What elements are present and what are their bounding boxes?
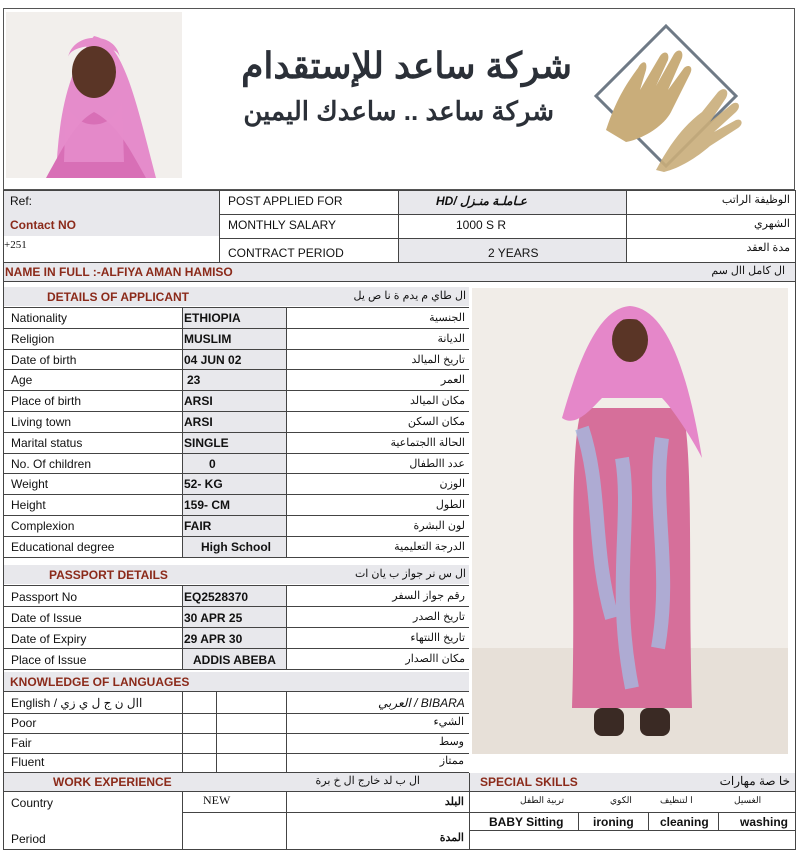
- applicant-row: [3, 369, 469, 390]
- skills-section-title-arabic: خا صة مهارات: [719, 774, 790, 788]
- arabic-language-label: العربي / BIBARA: [378, 696, 465, 710]
- applicant-row-arabic: الوزن: [439, 478, 465, 491]
- applicant-row-value: 04 JUN 02: [184, 352, 242, 367]
- company-name-arabic: شركة ساعد للإستقدام: [241, 45, 572, 86]
- applicant-row-value: FAIR: [184, 519, 212, 533]
- applicant-full-body-photo: [472, 288, 788, 754]
- applicant-row-arabic: العمر: [440, 374, 465, 387]
- applicant-row-label: Educational degree: [11, 539, 115, 554]
- applicant-row-label: No. Of children: [11, 456, 92, 471]
- applicant-row: [3, 307, 469, 328]
- level-fluent-arabic: ممتاز: [439, 755, 464, 767]
- salary-arabic-label: الشهري: [754, 218, 790, 230]
- contract-value: 2 YEARS: [488, 246, 539, 260]
- passport-section-title-arabic: ال س نر جواز ب يان ات: [354, 568, 466, 580]
- applicant-section-title: DETAILS OF APPLICANT: [47, 290, 189, 304]
- applicant-row-label: Weight: [11, 477, 49, 492]
- applicant-row-label: Age: [11, 373, 33, 388]
- full-name-arabic-label: ال كامل اال سم: [711, 265, 785, 277]
- skills-section-title: SPECIAL SKILLS: [480, 775, 578, 789]
- ref-cell-bg: [3, 190, 219, 214]
- skill-baby-sitting-arabic: تربية الطفل: [520, 795, 565, 805]
- level-fair-label: Fair: [11, 736, 32, 750]
- applicant-row-value: ETHIOPIA: [184, 311, 241, 325]
- applicant-row: [3, 473, 469, 494]
- applicant-row-label: Height: [11, 498, 46, 513]
- period-label: Period: [11, 832, 46, 846]
- applicant-row: [3, 536, 469, 557]
- applicant-section-title-arabic: ال طاي م يدم ة نا ص يل: [353, 290, 466, 302]
- applicant-row-value: 23: [187, 373, 201, 388]
- post-label: POST APPLIED FOR: [228, 194, 343, 208]
- post-value: HD/ عـاملـة منـزل: [436, 194, 527, 208]
- applicant-row-arabic: مكان الميالد: [409, 395, 465, 408]
- applicant-row: [3, 328, 469, 349]
- skill-ironing-arabic: الكوي: [610, 795, 632, 805]
- applicant-row: [3, 411, 469, 432]
- applicant-row-value: MUSLIM: [184, 331, 232, 346]
- applicant-row-arabic: الحالة االجتماعية: [390, 436, 465, 449]
- applicant-row-value: 0: [209, 456, 216, 471]
- applicant-portrait-photo: [6, 12, 182, 178]
- passport-section-title: PASSPORT DETAILS: [49, 568, 168, 582]
- passport-details-table: [3, 585, 469, 669]
- applicant-row-arabic: تاريخ الميالد: [411, 353, 465, 366]
- applicant-row-arabic: لون البشرة: [413, 520, 465, 532]
- applicant-row-value: ARSI: [184, 415, 213, 429]
- passport-row: [3, 648, 469, 669]
- applicant-row-arabic: الطول: [435, 499, 465, 512]
- salary-value: 1000 S R: [456, 218, 507, 232]
- applicant-row-value: SINGLE: [184, 435, 229, 450]
- phone-value: +251: [4, 239, 27, 251]
- contract-arabic-label: مدة العقد: [746, 242, 790, 254]
- skill-cleaning: cleaning: [660, 815, 709, 829]
- passport-row-value: ADDIS ABEBA: [193, 653, 276, 667]
- applicant-row-arabic: الدرجة التعليمية: [394, 540, 465, 553]
- passport-row-label: Passport No: [11, 590, 78, 604]
- passport-row-arabic: تاريخ الصدر: [413, 611, 465, 623]
- passport-row-value: 29 APR 30: [184, 632, 243, 646]
- passport-row: [3, 606, 469, 627]
- applicant-row-value-bg: [182, 454, 286, 475]
- level-fair-arabic: وسط: [439, 736, 464, 748]
- contact-label: Contact NO: [10, 218, 76, 232]
- experience-section-title: WORK EXPERIENCE: [53, 775, 172, 789]
- country-label: Country: [11, 796, 54, 810]
- skill-ironing: ironing: [593, 815, 634, 829]
- passport-row: [3, 627, 469, 648]
- applicant-row-label: Marital status: [11, 435, 83, 450]
- full-name: NAME IN FULL :-ALFIYA AMAN HAMISO: [5, 265, 233, 279]
- applicant-row: [3, 432, 469, 453]
- applicant-row-value: ARSI: [184, 394, 213, 409]
- skill-washing-arabic: الغسيل: [734, 795, 762, 805]
- languages-section-title: KNOWLEDGE OF LANGUAGES: [10, 675, 190, 689]
- skill-cleaning-arabic: ا لتنظيف: [660, 795, 693, 805]
- passport-row-value: 30 APR 25: [184, 611, 243, 625]
- applicant-row-arabic: مكان السكن: [407, 416, 465, 428]
- company-logo: [586, 20, 746, 180]
- level-poor-arabic: الشيء: [433, 716, 464, 728]
- applicant-row: [3, 494, 469, 515]
- passport-row-label: Date of Expiry: [11, 632, 87, 646]
- passport-row-value: EQ2528370: [184, 590, 249, 604]
- applicant-row-label: Nationality: [11, 311, 68, 325]
- period-arabic-label: المدة: [439, 832, 464, 844]
- applicant-row-label: Complexion: [11, 519, 75, 533]
- experience-section-title-arabic: ال ب لد خارج ال خ برة: [315, 775, 420, 787]
- passport-row: [3, 585, 469, 606]
- applicant-row-label: Living town: [11, 415, 72, 429]
- salary-label: MONTHLY SALARY: [228, 218, 337, 232]
- passport-row-arabic: رقم جواز السفر: [392, 590, 465, 602]
- applicant-row-label: Date of birth: [11, 352, 77, 367]
- passport-row-arabic: تاريخ االنتهاء: [410, 632, 465, 644]
- applicant-row-label: Religion: [11, 331, 55, 346]
- skill-washing: washing: [740, 815, 789, 829]
- applicant-row-value: High School: [201, 539, 271, 554]
- contract-label: CONTRACT PERIOD: [228, 246, 344, 260]
- passport-row-arabic: مكان االصدار: [405, 653, 465, 665]
- country-arabic-label: البلد: [444, 796, 464, 808]
- applicant-row-arabic: عدد االطفال: [409, 457, 465, 470]
- skill-baby-sitting: BABY Sitting: [489, 815, 564, 829]
- applicant-row: [3, 390, 469, 411]
- company-slogan-arabic: شركة ساعد .. ساعدك اليمين: [243, 96, 554, 126]
- ref-label: Ref:: [10, 194, 33, 208]
- passport-row-label: Date of Issue: [11, 611, 82, 625]
- level-poor-label: Poor: [11, 716, 37, 730]
- applicant-row: [3, 515, 469, 536]
- level-fluent-label: Fluent: [11, 755, 45, 769]
- applicant-row: [3, 453, 469, 474]
- applicant-row-value: 52- KG: [184, 477, 223, 492]
- english-language-label: English / اال ن ج ل ي زي: [11, 696, 143, 710]
- post-arabic-label: الوظيفة الراتب: [721, 194, 790, 206]
- applicant-row-arabic: الديانة: [437, 332, 465, 345]
- applicant-row-label: Place of birth: [11, 394, 82, 409]
- applicant-row-arabic: الجنسية: [429, 312, 465, 324]
- applicant-details-table: [3, 307, 469, 557]
- applicant-row-value: 159- CM: [184, 498, 231, 513]
- passport-row-label: Place of Issue: [11, 653, 87, 667]
- applicant-row: [3, 349, 469, 370]
- country-value: NEW: [203, 793, 231, 807]
